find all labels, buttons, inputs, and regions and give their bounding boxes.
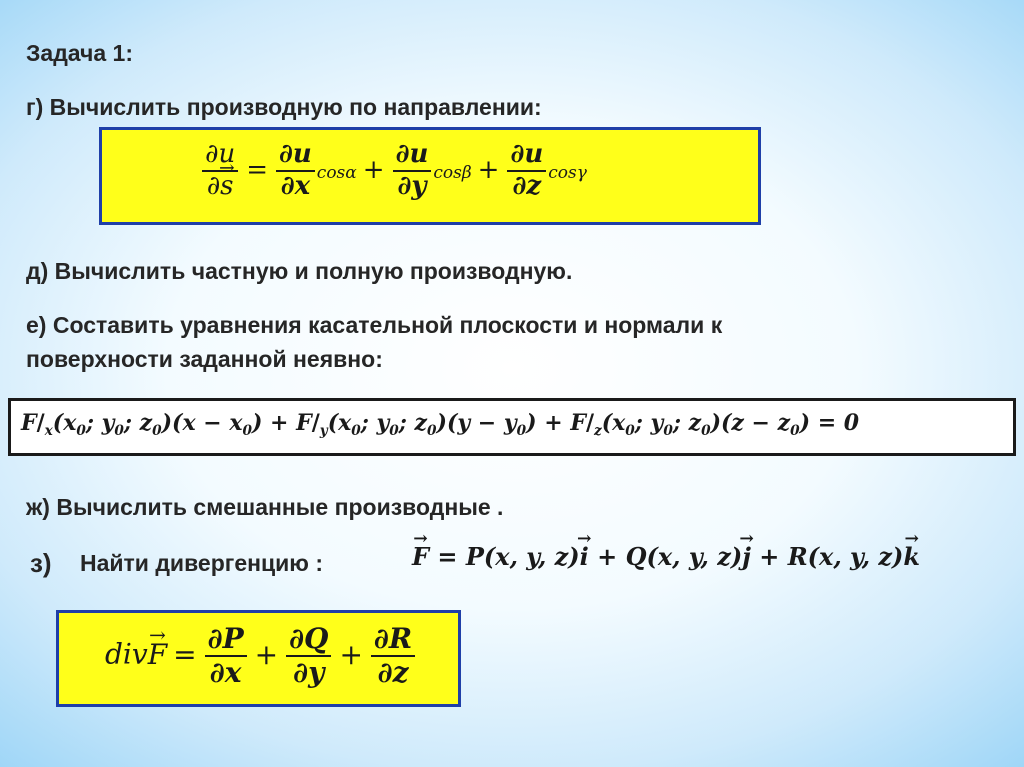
tangent-plane-expression: $F/_x(x_0$; $y_0$; $z_0)(x - x_0) + F/_y(x_0$; $y_0$; $z_0)(y - y_0) + F/_z(x_0$; $y_0$; $z_0)(z - z_0) = 0$ [21,410,860,439]
task-e-text [26,308,722,376]
task-title: Задача 1: [26,40,134,66]
task-e-line2: поверхности заданной неявно: [26,346,383,372]
dP-dx-fraction: $\frac{\partial P}{\partial x}$ [205,623,247,689]
du-dz-fraction: $\frac{\partial u}{\partial z}$ [507,140,546,202]
dQ-dy-fraction: $\frac{\partial Q}{\partial y}$ [286,623,331,689]
vector-field-formula: → F = P(x, y, z)→ i + Q(x, y, z)→ j + R(x, y, z)→ k [412,542,920,571]
directional-derivative-expression: $\frac{\partial u}{\partial\to s}$ = $\frac{\partial u}{\partial x}$ cosα + $\frac{\partial u}{\partial y}$ cosβ + $\frac{\partial u}{\partial z}$ cosγ [200,140,587,202]
du-dx-fraction: $\frac{\partial u}{\partial x}$ [276,140,315,202]
task-g-text: г) Вычислить производную по направлении: [26,94,542,120]
task-z-label: з) [30,548,52,578]
task-e-line1: е) Составить уравнения касательной плоскости и нормали к [26,312,723,338]
task-zh-text: ж) Вычислить смешанные производные . [26,494,504,520]
du-ds-fraction: $\frac{\partial u}{\partial\to s}$ [202,140,238,202]
divergence-formula [56,610,461,707]
tangent-plane-formula [8,398,1016,456]
directional-derivative-formula [99,127,761,225]
task-z-text: Найти дивергенцию : [80,550,323,576]
task-d-text: д) Вычислить частную и полную производную. [26,258,573,284]
dR-dz-fraction: $\frac{\partial R}{\partial z}$ [371,623,415,689]
du-dy-fraction: $\frac{\partial u}{\partial y}$ [393,140,432,202]
divergence-expression: div→ F = $\frac{\partial P}{\partial x}$ + $\frac{\partial Q}{\partial y}$ + $\frac{\partial R}{\partial z}$ [105,623,417,689]
